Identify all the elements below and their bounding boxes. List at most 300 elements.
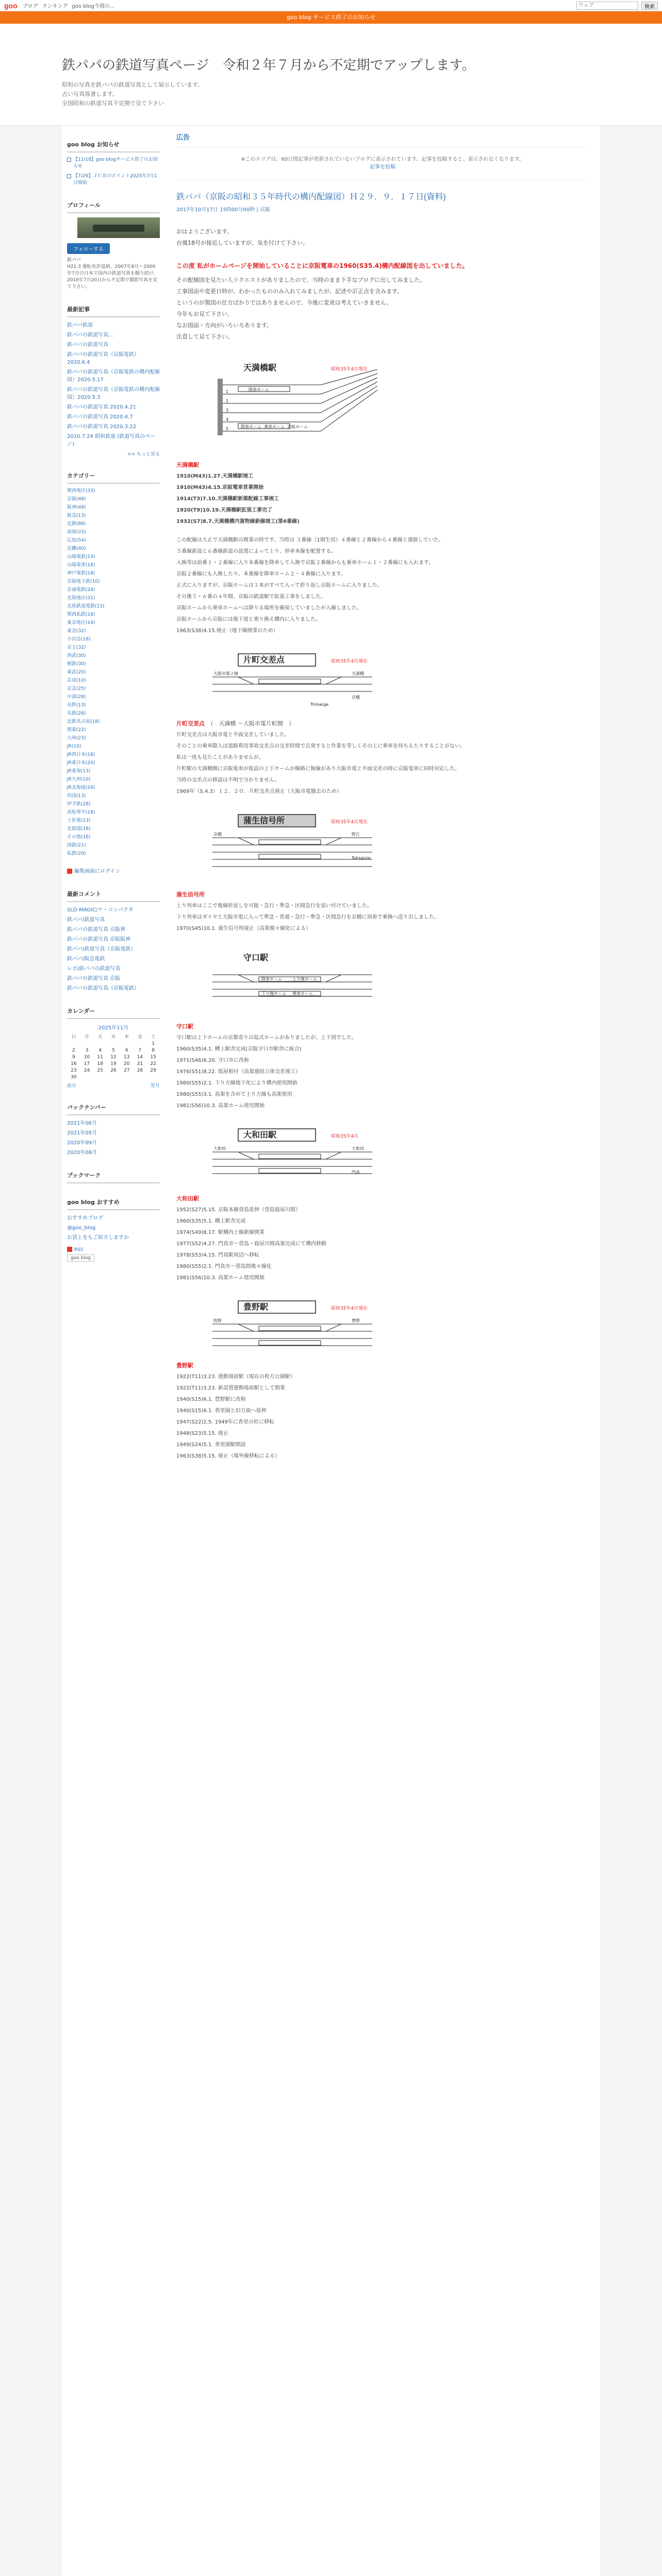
history-line: 1910(M43)4.15.京阪電車営業開始 [176, 485, 264, 490]
category-link[interactable]: 北海道(18) [67, 826, 91, 832]
recent-post-link[interactable]: 鉄パパの鉄道写真... [67, 332, 113, 338]
crossover [238, 677, 254, 684]
history-line: 1910(M43)1.27.天満橋駅竣工 [176, 473, 254, 479]
diagram-label: 2 [226, 399, 229, 403]
comment-link[interactable]: 鉄パパの鉄道写真（京阪電鉄） [67, 986, 139, 991]
notice-icon [67, 158, 71, 162]
calendar-day[interactable]: 11 [97, 1055, 103, 1060]
comment-link[interactable]: 鉄パパの鉄道写真 京阪神 [67, 927, 126, 933]
note-line: 1980(S55)2.1. 下り方線地下化により構内使用開始 [176, 1080, 297, 1086]
sidebar-profile [67, 197, 160, 291]
diagram-label: 乗車ホーム [292, 991, 313, 996]
category-link[interactable]: 南海(33) [67, 530, 86, 535]
track-diagram[interactable] [207, 652, 383, 714]
category-link[interactable]: JR東日本(20) [67, 760, 95, 766]
sidebar-bookmark [67, 1167, 160, 1183]
category-link[interactable]: 阪神(49) [67, 505, 86, 510]
note-line: 1940(S15)6.1. 香里園と旧方面へ延伸 [176, 1408, 267, 1414]
platform [259, 854, 321, 859]
note-line: 守口駅は上下ホームの京都寄りの島式ホームがありましたが、上下別でした。 [176, 1035, 357, 1041]
comment-link[interactable]: 鉄パパ/鉄道写真 [67, 917, 105, 923]
platform [259, 840, 321, 844]
track-line [321, 390, 377, 431]
blog-header [0, 24, 662, 126]
sidebar-title: プロフィール [67, 197, 160, 213]
diagram-label: 大阪市電２線 [213, 671, 238, 676]
calendar-day [146, 1075, 160, 1080]
station-section [176, 950, 589, 1112]
comment-link[interactable]: SLD-MAGIC/ケ・コンパクタ [67, 907, 134, 913]
recommend-link[interactable]: お買上をもご紹介しますか [67, 1235, 129, 1241]
category-link[interactable]: 土佐電(23) [67, 818, 91, 823]
calendar-day[interactable]: 6 [125, 1048, 128, 1053]
station-section [176, 1299, 589, 1462]
platform [259, 1168, 321, 1173]
global-link-weekly[interactable]: goo blog今週の... [72, 4, 115, 9]
track-diagram-svg [207, 652, 383, 709]
category-link[interactable]: 長野(13) [67, 703, 86, 708]
category-link[interactable]: 小田急(18) [67, 637, 91, 642]
sidebar [62, 126, 165, 1272]
sidebar-edit [67, 868, 160, 875]
track-diagram[interactable] [207, 360, 383, 455]
category-link[interactable]: JR九州(10) [67, 777, 91, 782]
comment-link[interactable]: レポ/鉄パパの鉄道写真 [67, 966, 121, 972]
sidebar-categories [67, 467, 160, 857]
body-line: 今年もお見て下さい。 [176, 311, 233, 317]
follow-button[interactable]: フォローする [67, 243, 110, 254]
note-line: 1981(S56)10.3. 高架ホーム使用開始 [176, 1275, 264, 1281]
note-line: 1971(S46)6.20. 守口市に改称 [176, 1058, 249, 1063]
calendar-weekday: 月 [85, 1035, 90, 1040]
sidebar-recent [67, 301, 160, 457]
crossover [238, 1324, 254, 1331]
calendar-day[interactable]: 23 [71, 1068, 77, 1073]
station-section [176, 1127, 589, 1284]
calendar-day [80, 1041, 94, 1046]
search-button[interactable]: 検索 [641, 2, 658, 10]
note-line: 1960(S35)5.1. 構上駅舎完成 [176, 1218, 246, 1224]
diagram-label: 3 [226, 408, 229, 413]
note-line: そのことの乗車隙入は道路利用事故交差点の交差時間で点発すると作業を等しくその上に乗車を待ちえたりすることがない。 [176, 743, 465, 749]
sidebar-backnumber [67, 1099, 160, 1157]
notice-item[interactable]: 【7/29】ＪＣＢのポイント2025年7月1日開始 [67, 173, 160, 187]
diagram-label: 大和田 [352, 1146, 364, 1151]
comment-list [67, 906, 160, 992]
category-link[interactable]: 西武(30) [67, 653, 86, 658]
category-link[interactable]: 北陸地区(31) [67, 596, 95, 601]
calendar-day[interactable]: 3 [85, 1048, 89, 1053]
body-line: 工事図面や変更日時が、わかったもののみ入れてみましたが、記述や訂正点を含みます。 [176, 288, 403, 295]
category-link[interactable]: 阪急(13) [67, 513, 86, 518]
calendar-day[interactable]: 20 [123, 1061, 130, 1066]
calendar-prev[interactable]: 前月 [67, 1083, 77, 1089]
blog-description [62, 80, 203, 108]
diagram-label: 豊野 [352, 1318, 360, 1323]
category-link[interactable]: 伊予鉄(28) [67, 802, 91, 807]
calendar-day[interactable]: 22 [150, 1061, 156, 1066]
crossover [326, 1152, 341, 1159]
note-line: 正式に入りますが、京阪ホームは１本がすべて入って折り返し京阪ホームに入りました。 [176, 583, 383, 588]
post-title[interactable]: 鉄パパ（京阪の昭和３５年時代の構内配線図）Ｈ２９．９．１７日(資料) [176, 193, 446, 201]
note-line: 1970(S45)10.1. 蒲生信号所廃止（高架複々線化による） [176, 926, 311, 931]
diagram-label: 大和田 [213, 1146, 226, 1151]
comment-link[interactable]: 鉄パパの鉄道写真 京阪 [67, 976, 121, 981]
crossover [326, 677, 341, 684]
sidebar-notices [67, 136, 160, 187]
diagram-date: 昭和35年4月現在 [331, 367, 368, 372]
diagram-label: 京橋 [352, 695, 360, 700]
spacer [176, 528, 589, 535]
recent-post-link[interactable]: 鉄パパの鉄道写真 2020.4.21 [67, 404, 137, 410]
ad-title: 広告 [176, 126, 589, 147]
track-diagram-svg [207, 1299, 383, 1351]
calendar-day[interactable]: 4 [98, 1048, 102, 1053]
category-link[interactable]: 京急(25) [67, 686, 86, 691]
diagram-label: 京阪ホーム [287, 425, 308, 429]
calendar-day[interactable]: 19 [110, 1061, 117, 1066]
category-link[interactable]: 国鉄(21) [67, 843, 86, 848]
post-body [176, 275, 589, 343]
recent-post-link[interactable]: 鉄パパの鉄道写真 [67, 342, 108, 348]
calendar-day [120, 1041, 134, 1046]
calendar-day[interactable]: 17 [84, 1061, 90, 1066]
blog-desc-line: 全国昭和の鉄道写真不定期で見て下さい [62, 100, 164, 107]
recent-post-link[interactable]: 鉄パパの鉄道写真 2020.4.7 [67, 414, 133, 420]
history-line: 1932(S7)8.7.天満橋構内貨物線新線竣工(第6番線) [176, 519, 300, 524]
global-link-ranking[interactable]: ランキング [42, 4, 68, 9]
category-link[interactable]: 四国(13) [67, 793, 86, 799]
category-link[interactable]: 京王(32) [67, 645, 86, 650]
sidebar-recommend [67, 1194, 160, 1262]
note-line: 1948(S23)5.15. 廃止 [176, 1431, 228, 1436]
calendar-day[interactable]: 9 [72, 1055, 75, 1060]
recent-post-link[interactable]: 2010.7.24 昭和鉄道 (鉄道写真のページ) [67, 434, 156, 447]
comment-link[interactable]: 鉄パパの鉄道写真 京阪阪神 [67, 937, 131, 942]
edit-login-link[interactable]: 編集画面にログイン [67, 868, 160, 875]
global-search [576, 2, 658, 10]
calendar-day[interactable]: 28 [137, 1068, 143, 1073]
note-line: 入換等は前番１・２番線に入り本番線を降車して入換で京阪２番線からも乗車ホーム１・２番線にも入れます。 [176, 560, 434, 566]
category-link[interactable]: 京阪(48) [67, 497, 86, 502]
diagram-label: 天満橋 [352, 671, 364, 676]
category-link[interactable]: 山陽電鉄(13) [67, 554, 95, 560]
notice-icon [67, 174, 71, 178]
sidebar-title: カレンダー [67, 1003, 160, 1019]
calendar-day[interactable]: 18 [97, 1061, 103, 1066]
sidebar-title: 最新記事 [67, 301, 160, 317]
category-link[interactable]: 山陽電車(18) [67, 563, 95, 568]
crossover [326, 975, 341, 982]
recommend-link[interactable]: @goo_blog [67, 1225, 96, 1231]
note-line: 1977(S52)4.27. 門真市～萱島・寝屋川間高架完成にて構内移動 [176, 1241, 326, 1247]
note-line: 1976(S51)8.22. 低屋根付（高架連続立体交差竣工） [176, 1069, 301, 1075]
platform [259, 1341, 321, 1345]
calendar-weekday: 土 [151, 1035, 156, 1040]
station-sections [176, 360, 589, 1462]
calendar-day[interactable]: 24 [84, 1068, 90, 1073]
category-link[interactable]: 京福電鉄(24) [67, 587, 95, 592]
station-section-title: 守口駅 [176, 1023, 193, 1030]
sidebar-comments [67, 886, 160, 992]
station-section-title: 天満橋駅 [176, 462, 199, 468]
track-diagram[interactable] [207, 1127, 383, 1189]
category-link[interactable]: 近鉄名古屋(18) [67, 719, 100, 724]
category-link[interactable]: 高松琴平(18) [67, 810, 95, 815]
diagram-label: Tohsanze [352, 856, 371, 860]
calendar-day[interactable]: 10 [84, 1055, 90, 1060]
diagram-label: 野江 [352, 832, 360, 837]
calendar-nav [67, 1082, 160, 1089]
content-wrap [62, 126, 600, 2576]
buffer-stop [218, 379, 223, 435]
note-line: 1980(S55)3.1. 高架を含めて上り方線も高架使用 [176, 1092, 292, 1097]
category-link[interactable]: 北陸鉄道電鉄(13) [67, 604, 105, 609]
calendar-day [67, 1041, 80, 1046]
note-line: 1940(S15)6.1. 豊野駅に改称 [176, 1397, 246, 1402]
diagram-label: Trimarge [310, 702, 329, 707]
recent-more-link[interactable]: >> もっと見る [127, 452, 160, 457]
notice-item[interactable]: 【11/18】goo blogサービス終了のお知らせ [67, 157, 160, 170]
crossover [238, 838, 254, 845]
recent-post-link[interactable]: 鉄パパの鉄道写真（京阪電鉄の構内配線図）2020.5.17 [67, 369, 160, 383]
note-line: 1963(S38)5.15. 廃止（場外線移転による） [176, 1453, 280, 1459]
body-line: なお図面・方向がいろいろあります。 [176, 322, 273, 329]
note-line: 京阪２番線にも入換したり、本番線を降車ホーム２・４番線に入ります。 [176, 571, 346, 577]
calendar-day[interactable]: 12 [110, 1055, 117, 1060]
backnumber-link[interactable]: 2020年09月 [67, 1140, 97, 1146]
diagram-date: 昭和35年4月現在 [331, 659, 368, 664]
station-section-title: 蒲生信号所 [176, 891, 205, 898]
category-link[interactable]: 広島(54) [67, 538, 86, 543]
category-list [67, 488, 160, 857]
profile-text: H21.3 運転免許返納、2007年8月〜2009年7月の日本で国内の鉄道写真を撮り続け、2010年7月20日から不定期で撮影写真を見て下さい。 [67, 264, 158, 290]
body-line: 注意して見て下さい。 [176, 333, 233, 340]
diagram-title: 天満橋駅 [243, 363, 277, 372]
comment-link[interactable]: 鉄パパ/鉄道写真（京阪電鉄） [67, 946, 136, 952]
calendar-weekday: 日 [71, 1035, 76, 1040]
category-link[interactable]: 神戸電鉄(18) [67, 571, 95, 576]
diagram-title: 守口駅 [243, 953, 269, 962]
main-content [176, 126, 589, 1478]
calendar-day[interactable]: 26 [110, 1068, 117, 1073]
post-intro [176, 226, 589, 249]
station-section-title: 豊野駅 [176, 1362, 193, 1369]
calendar [67, 1023, 160, 1089]
category-link[interactable]: 東武(20) [67, 670, 86, 675]
calendar-grid [67, 1033, 160, 1080]
calendar-day[interactable]: 21 [137, 1061, 143, 1066]
sidebar-title: カテゴリー [67, 467, 160, 484]
diagram-title: 片町交差点 [243, 655, 285, 665]
calendar-day [134, 1041, 147, 1046]
recent-post-link[interactable]: 鉄パパの鉄道写真（京阪電鉄の構内配線図）2020.5.3 [67, 387, 160, 400]
history-line: 1914(T3)7.10.天満橋駅新築配線工事竣工 [176, 496, 279, 502]
diagram-date: 昭和35年4月 [331, 1134, 359, 1139]
note-line: 上り列車はここで複線折返しを可能・急行・準急・区間急行を追い付けていました。 [176, 903, 372, 909]
calendar-day[interactable]: 1 [152, 1041, 155, 1046]
category-link[interactable]: 近鉄(88) [67, 521, 86, 527]
calendar-day[interactable]: 15 [150, 1055, 156, 1060]
note-line: その後５・６番の４年間、京阪の鉄道駅で拡張工事をしました。 [176, 594, 326, 600]
calendar-day[interactable]: 29 [150, 1068, 156, 1073]
rss-label[interactable]: RSS [74, 1247, 84, 1252]
intro-line: 台風18号が接近していますが、気を付けて下さい。 [176, 240, 308, 246]
track-diagram-svg [207, 813, 383, 880]
category-link[interactable]: 九州(23) [67, 736, 86, 741]
calendar-day[interactable]: 30 [71, 1075, 77, 1080]
global-link-blog[interactable]: ブログ [22, 4, 38, 9]
calendar-weekday: 水 [111, 1035, 116, 1040]
track-diagram-svg [207, 950, 383, 1012]
crossover [326, 838, 341, 845]
calendar-day [107, 1075, 120, 1080]
recent-post-link[interactable]: 鉄パパ鉄道 [67, 323, 93, 328]
calendar-day[interactable]: 27 [123, 1068, 130, 1073]
note-line: 1981(S56)10.3. 高架ホーム使用開始 [176, 1103, 264, 1109]
note-line: 片町駅の天満橋側に京阪電車が仮設の上下ホームが線路に無線があり大阪市電と平面交差の時に京阪電車に同時対応した。 [176, 766, 460, 772]
edit-icon [67, 869, 72, 874]
note-line: この配線は大正で天満橋駅の開業の時です。当時は ３番線（1期生用）４番線と２番線から４番線と連絡していた。 [176, 537, 444, 543]
crossover [326, 1324, 341, 1331]
category-link[interactable]: JR(10) [67, 744, 81, 749]
category-link[interactable]: 中部(28) [67, 694, 86, 700]
category-link[interactable]: 相鉄(30) [67, 662, 86, 667]
calendar-day[interactable]: 2 [72, 1048, 75, 1053]
recent-post-link[interactable]: 鉄パパの鉄道写真 2020.3.22 [67, 424, 137, 430]
calendar-day[interactable]: 14 [137, 1055, 143, 1060]
category-link[interactable]: JR西日本(18) [67, 752, 95, 757]
diagram-label: 門真 [352, 1170, 360, 1175]
track-line [321, 382, 377, 413]
track-diagram[interactable] [207, 813, 383, 885]
history-line: 1920(T9)10.19.天満橋駅拡張工事完了 [176, 507, 273, 513]
station-section [176, 652, 589, 798]
comment-link[interactable]: 鉄パパ/阪急電鉄 [67, 956, 105, 962]
station-section [176, 813, 589, 935]
search-input[interactable] [576, 2, 638, 10]
goo-blog-badge[interactable]: goo blog [67, 1255, 94, 1262]
crossover [238, 975, 254, 982]
category-link[interactable]: 京阪地下鉄(10) [67, 579, 100, 584]
note-line: 1969年（S.4.3）１２．２０．片町交差点廃止（大阪市電撤去のため） [176, 789, 342, 794]
ad-text: ※このエリアは、60日間記事が更新されていないブログに表示されています。記事を投稿すると、表示されなくなります。 記事を投稿 [176, 147, 589, 180]
backnumber-link[interactable]: 2020年08月 [67, 1150, 97, 1156]
calendar-day [107, 1041, 120, 1046]
diagram-label: 4 [226, 417, 229, 422]
diagram-title: 豊野駅 [243, 1302, 269, 1312]
body-line: その配線図を見たい人リクエストがありましたので、当時のまま下手なブログに出してみました。 [176, 277, 426, 283]
note-line: 片町交差点は大阪市電と平面交差していました。 [176, 732, 290, 738]
backnumber-link[interactable]: 2021年06月 [67, 1121, 97, 1126]
category-link[interactable]: JR東海(13) [67, 769, 91, 774]
category-link[interactable]: 近畿(40) [67, 546, 86, 551]
calendar-next[interactable]: 翌月 [150, 1083, 160, 1089]
category-link[interactable]: JR北海道(24) [67, 785, 95, 790]
category-link[interactable]: 東急(32) [67, 629, 86, 634]
blog-desc-line: 昭和の写真を鉄パパの鉄道写真として展示しています。 [62, 81, 204, 88]
category-link[interactable]: 関西私鉄(18) [67, 612, 95, 617]
recommend-link[interactable]: おすすめブログ [67, 1215, 104, 1221]
note-line: 1922(T11)3.23. 新設置運動場前駅として開業 [176, 1385, 285, 1391]
diagram-label: 乗車ホーム [264, 425, 285, 429]
note-line: 私は一度も見たことがありませんが。 [176, 755, 264, 760]
backnumber-link[interactable]: 2021年05月 [67, 1130, 97, 1136]
category-link[interactable]: その他(16) [67, 835, 91, 840]
calendar-day[interactable]: 5 [112, 1048, 115, 1053]
calendar-weekday: 金 [137, 1035, 142, 1040]
note-line: 1974(S49)8.17. 駅構内上線新線開業 [176, 1230, 264, 1235]
recommend-list [67, 1214, 160, 1242]
track-diagram[interactable] [207, 1299, 383, 1356]
calendar-day[interactable]: 16 [71, 1061, 77, 1066]
calendar-day[interactable]: 25 [97, 1068, 103, 1073]
sidebar-title: ブックマーク [67, 1167, 160, 1183]
calendar-day [120, 1075, 134, 1080]
track-line [321, 378, 377, 403]
note-line: 1922(T11)3.23. 運動場前駅（現在の枚方公園駅） [176, 1374, 295, 1380]
category-link[interactable]: 名鉄(28) [67, 711, 86, 716]
rss-icon[interactable] [67, 1247, 72, 1252]
diagram-label: 1 [226, 389, 229, 394]
service-end-notice[interactable]: goo blog サービス終了のお知らせ [0, 11, 662, 24]
station-section-subtitle: （ 天満橋 ～大阪市電片町間 ） [205, 720, 294, 727]
category-link[interactable]: 東京地区(14) [67, 620, 95, 625]
station-section [176, 360, 589, 637]
recent-post-link[interactable]: 鉄パパの鉄道写真（京阪電鉄）2020.6.4 [67, 352, 139, 365]
diagram-label: 京橋 [213, 832, 222, 837]
recent-list [67, 321, 160, 448]
diagram-title: 大和田駅 [243, 1130, 277, 1140]
global-bar [0, 0, 662, 11]
profile-image[interactable] [77, 217, 160, 238]
category-link[interactable]: 関東(22) [67, 727, 86, 733]
note-line: 当時の交差点の移設は不明で分かりません。 [176, 777, 280, 783]
category-link[interactable]: 関西地区(33) [67, 488, 95, 494]
sidebar-title: goo blog おすすめ [67, 1194, 160, 1210]
crossover [238, 1152, 254, 1159]
calendar-day[interactable]: 13 [123, 1055, 130, 1060]
note-line: 1960(S35)4.1. 構上駅舎完成(京阪守口市駅舎に統合) [176, 1046, 302, 1052]
note-line: 京阪ホームから京阪には地下道と乗り換え構内に入りました。 [176, 617, 321, 622]
platform [259, 1154, 321, 1159]
sidebar-title: 最新コメント [67, 886, 160, 902]
diagram-label: 降車ホーム [261, 977, 282, 981]
note-line: 京阪ホームから乗車ホームへは降りる場所を確保していましたが入線しました。 [176, 605, 362, 611]
blog-title[interactable]: 鉄パパの鉄道写真ページ 令和２年７月から不定期でアップします。 [62, 57, 475, 73]
note-line: ５番線新設と６番線新設の設置によって上り、停車本線を配置する。 [176, 549, 336, 554]
diagram-label: 上り線ホーム [292, 977, 317, 981]
blog-desc-line: 古い写真落書します。 [62, 91, 119, 97]
calendar-day[interactable]: 8 [152, 1048, 155, 1053]
category-link[interactable]: 私鉄(20) [67, 851, 86, 856]
goo-logo[interactable]: goo [4, 1, 18, 10]
profile-name: 鉄パパ [67, 258, 81, 263]
note-line: 1952(S27)5.15. 京阪本線萱島延伸（萱島寝屋川間） [176, 1207, 301, 1213]
diagram-date: 昭和35年4月現在 [331, 1306, 368, 1311]
note-line: 1980(S55)2.1. 門真市～萱島間複々線化 [176, 1264, 272, 1269]
ad-post-link[interactable]: 記事を投稿 [370, 164, 395, 170]
post-meta[interactable]: 2017年10月17日 15時00分00秒 | 京阪 [176, 207, 270, 213]
calendar-month[interactable]: 2025年11月 [98, 1025, 129, 1031]
track-diagram[interactable] [207, 950, 383, 1017]
calendar-weekday: 木 [124, 1035, 129, 1040]
category-link[interactable]: 京成(10) [67, 678, 86, 683]
calendar-day[interactable]: 7 [138, 1048, 142, 1053]
backnumber-list [67, 1120, 160, 1157]
note-line: 1963(S38)4.15.廃止（地下線開業のため） [176, 628, 278, 634]
diagram-label: 降車ホーム [241, 425, 261, 429]
